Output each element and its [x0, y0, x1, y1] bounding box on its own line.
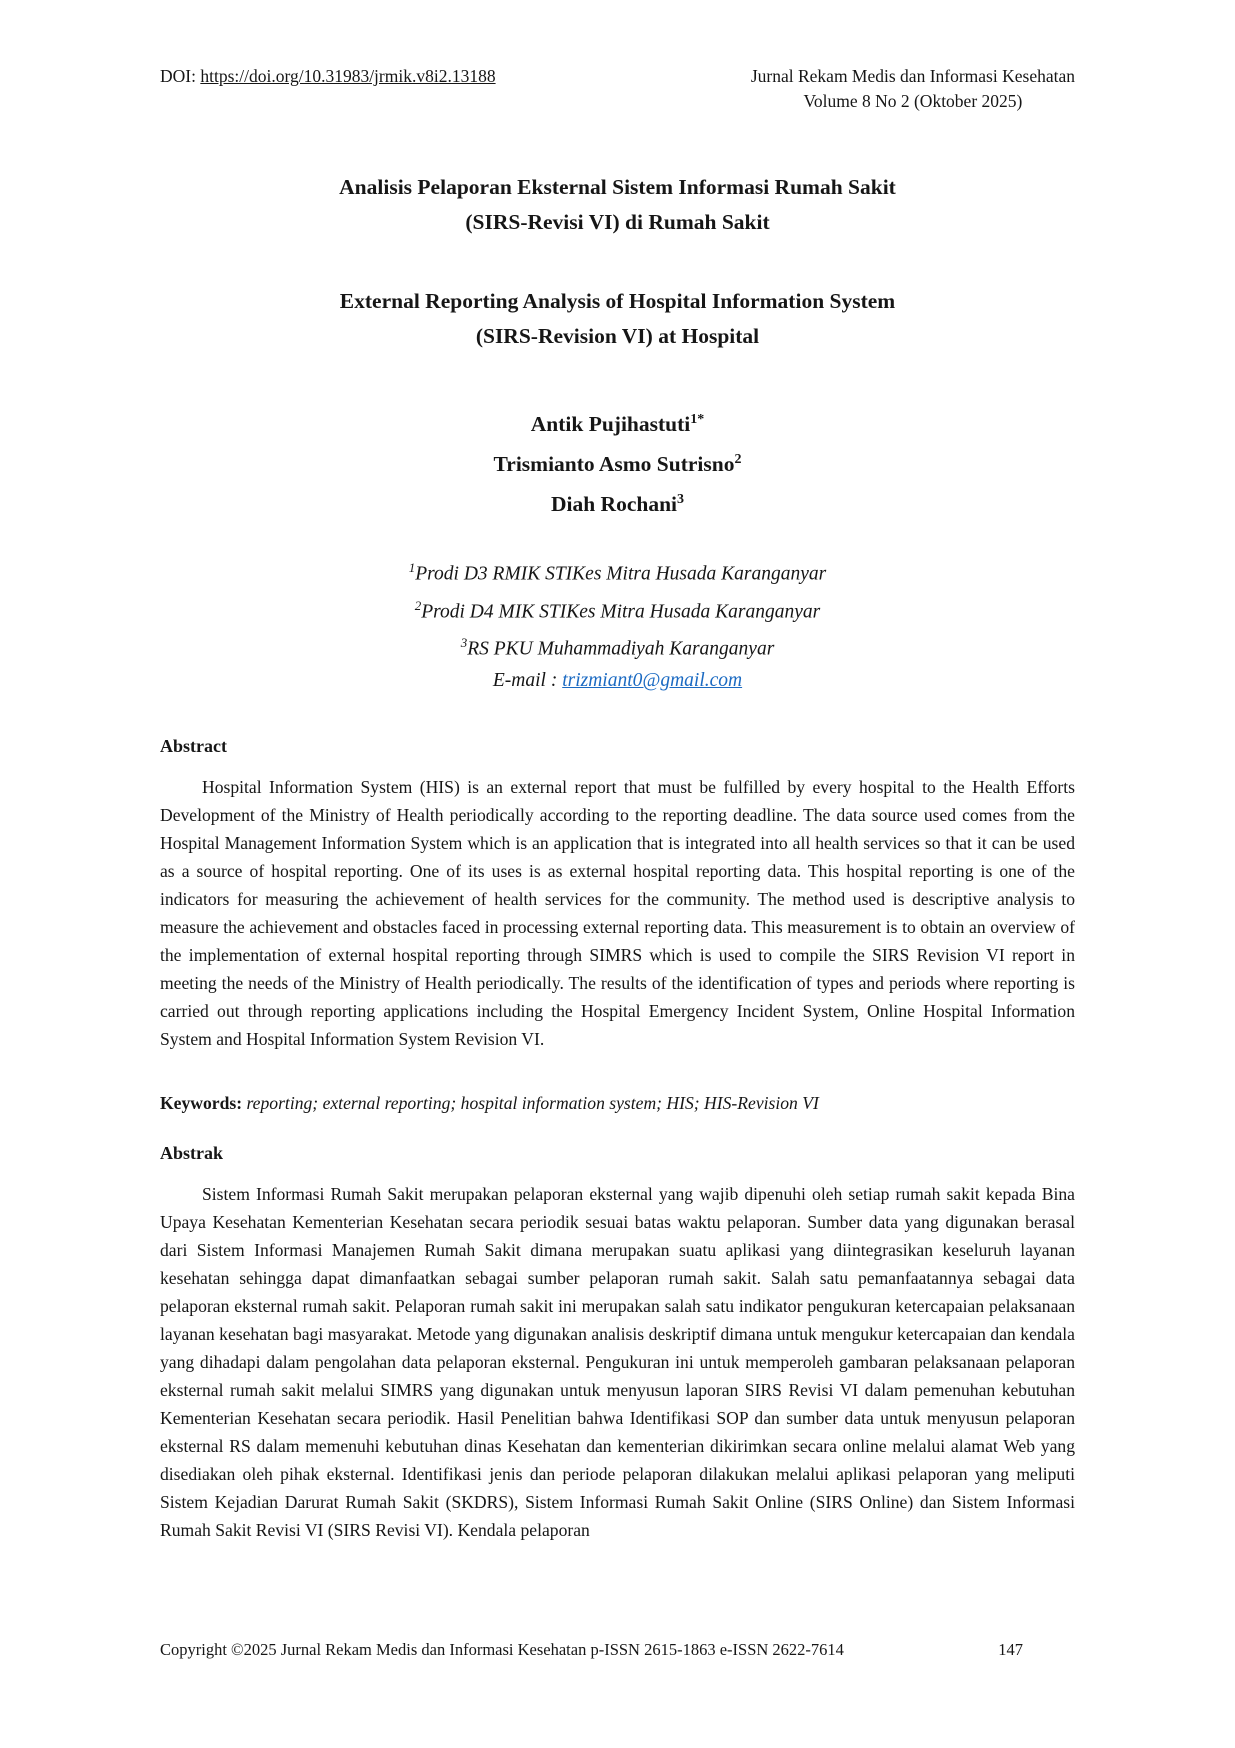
- email-line: [160, 665, 1075, 696]
- author-3-superscript: 3: [677, 492, 685, 508]
- author-1: [160, 402, 1075, 442]
- page-header: [160, 64, 1075, 114]
- affiliation-1: [160, 552, 1075, 590]
- title-english: [160, 284, 1075, 354]
- title-en-line1: External Reporting Analysis of Hospital Information System: [339, 289, 896, 313]
- page-number: 147: [998, 1640, 1023, 1659]
- abstract-heading: Abstract: [160, 735, 227, 756]
- copyright-line: Copyright ©2025 Jurnal Rekam Medis dan Informasi Kesehatan p-ISSN 2615-1863 e-ISSN 2622-7614: [160, 1640, 844, 1659]
- journal-name: Jurnal Rekam Medis dan Informasi Kesehatan: [750, 66, 1075, 86]
- author-2: [160, 442, 1075, 482]
- author-2-superscript: 2: [734, 452, 742, 468]
- email-link[interactable]: trizmiant0@gmail.com: [562, 669, 743, 691]
- affiliation-2-text: Prodi D4 MIK STIKes Mitra Husada Karanganyar: [421, 601, 821, 623]
- doi-label: DOI:: [160, 66, 201, 86]
- abstract-body-indonesian: Sistem Informasi Rumah Sakit merupakan pelaporan eksternal yang wajib dipenuhi oleh setiap rumah sakit kepada Bina Upaya Kesehatan Kementerian Kesehatan secara periodik sesuai batas waktu pelaporan. Sumber data yang digunakan berasal dari Sistem Informasi Manajemen Rumah Sakit dimana merupakan suatu aplikasi yang diintegrasikan keseluruh layanan kesehatan sehingga dapat dimanfaatkan sebagai sumber pelaporan rumah sakit. Salah satu pemanfaatannya sebagai data pelaporan eksternal rumah sakit. Pelaporan rumah sakit ini merupakan salah satu indikator pengukuran ketercapaian pelaksanaan layanan kesehatan bagi masyarakat. Metode yang digunakan analisis deskriptif dimana untuk mengukur ketercapaian dan kendala yang dihadapi dalam pengolahan data pelaporan eksternal. Pengukuran ini untuk memperoleh gambaran pelaksanaan pelaporan eksternal rumah sakit melalui SIMRS yang digunakan untuk menyusun laporan SIRS Revisi VI dalam pemenuhan kebutuhan Kementerian Kesehatan secara periodik. Hasil Penelitian bahwa Identifikasi SOP dan sumber data untuk menyusun pelaporan eksternal RS dalam memenuhi kebutuhan dinas Kesehatan dan kementerian dikirimkan secara online melalui alamat Web yang disediakan oleh pihak eksternal. Identifikasi jenis dan periode pelaporan dilakukan melalui aplikasi pelaporan yang meliputi Sistem Kejadian Darurat Rumah Sakit (SKDRS), Sistem Informasi Rumah Sakit Online (SIRS Online) dan Sistem Informasi Rumah Sakit Revisi VI (SIRS Revisi VI). Kendala pelaporan: [160, 1183, 1075, 1540]
- title-id-line2: (SIRS-Revisi VI) di Rumah Sakit: [465, 210, 770, 234]
- abstract-body-english: Hospital Information System (HIS) is an external report that must be fulfilled by every hospital to the Health Efforts Development of the Ministry of Health periodically according to the reporting deadline. The data source used comes from the Hospital Management Information System which is an application that is integrated into all health services so that it can be used as a source of hospital reporting. One of its uses is as external hospital reporting data. This hospital reporting is one of the indicators for measuring the achievement of health services for the community. The method used is descriptive analysis to measure the achievement and obstacles faced in processing external reporting data. This measurement is to obtain an overview of the implementation of external hospital reporting through SIMRS which is used to compile the SIRS Revision VI report in meeting the needs of the Ministry of Health periodically. The results of the identification of types and periods where reporting is carried out through reporting applications including the Hospital Emergency Incident System, Online Hospital Information System and Hospital Information System Revision VI.: [160, 776, 1075, 1049]
- doi-line: [160, 64, 496, 89]
- author-3-name: Diah Rochani: [550, 492, 678, 517]
- affiliation-1-superscript: 1: [408, 560, 416, 576]
- author-list: [160, 402, 1075, 522]
- keywords-line: [160, 1089, 1075, 1117]
- page-footer: [160, 1638, 1075, 1662]
- abstrak-heading: Abstrak: [160, 1142, 224, 1163]
- affiliation-2-superscript: 2: [414, 597, 422, 613]
- author-1-superscript: 1*: [690, 412, 705, 427]
- title-id-line1: Analisis Pelaporan Eksternal Sistem Informasi Rumah Sakit: [339, 175, 896, 199]
- affiliation-3: [160, 627, 1075, 665]
- doi-link[interactable]: https://doi.org/10.31983/jrmik.v8i2.13188: [200, 66, 496, 86]
- journal-header: [751, 64, 1075, 114]
- title-indonesian: [160, 170, 1075, 240]
- keywords-label: Keywords:: [160, 1092, 243, 1113]
- affiliation-1-text: Prodi D3 RMIK STIKes Mitra Husada Karanganyar: [415, 563, 827, 585]
- author-2-name: Trismianto Asmo Sutrisno: [493, 452, 735, 477]
- affiliation-2: [160, 590, 1075, 628]
- journal-volume: Volume 8 No 2 (Oktober 2025): [803, 91, 1023, 111]
- author-3: [160, 482, 1075, 522]
- email-label: E-mail :: [492, 669, 563, 691]
- affiliation-3-superscript: 3: [460, 635, 468, 651]
- affiliation-list: [160, 552, 1075, 696]
- author-1-name: Antik Pujihastuti: [530, 412, 691, 437]
- affiliation-3-text: RS PKU Muhammadiyah Karanganyar: [467, 638, 775, 660]
- title-en-line2: (SIRS-Revision VI) at Hospital: [475, 324, 760, 348]
- keywords-text: reporting; external reporting; hospital information system; HIS; HIS-Revision VI: [242, 1092, 819, 1113]
